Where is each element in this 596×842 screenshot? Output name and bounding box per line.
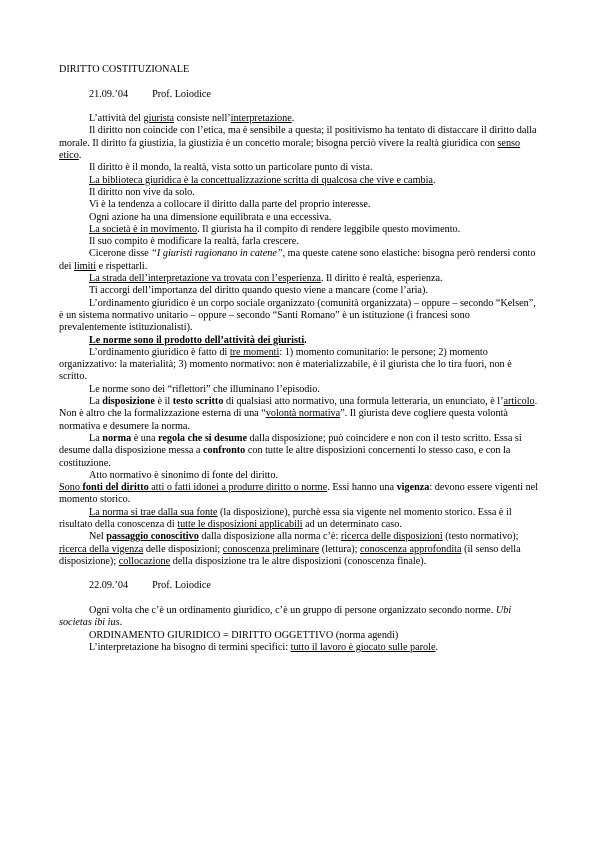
underlined-text: collocazione — [118, 555, 171, 567]
underlined-text: La biblioteca giuridica è la concettualizzazione scritta di qualcosa che vive e cambia — [89, 174, 433, 186]
text-run: dalla disposizione alla norma c’è: — [198, 531, 341, 543]
text-run: Il diritto non vive da solo. — [89, 186, 195, 198]
text-run: ad un determinato caso. — [302, 518, 402, 530]
text-run: L’ordinamento giuridico è fatto di — [89, 346, 230, 358]
paragraph — [59, 162, 539, 174]
bold-text: testo scritto — [172, 396, 224, 408]
underlined-text: senso etico — [59, 137, 521, 162]
document-page — [59, 64, 539, 654]
text-run: ORDINAMENTO GIURIDICO = DIRITTO OGGETTIVO (norma agendi) — [89, 629, 399, 641]
paragraph — [59, 531, 539, 568]
text-run: . — [78, 150, 82, 162]
bold-text: regola che si desume — [158, 432, 247, 444]
text-run: di qualsiasi atto normativo, una formula letteraria, un enunciato, è l’ — [223, 396, 504, 408]
underlined-text: ricerca delle disposizioni — [340, 531, 443, 543]
text-run: e rispettarli. — [96, 260, 148, 272]
spacer — [59, 76, 539, 88]
paragraph — [59, 273, 539, 285]
paragraph — [59, 199, 539, 211]
text-run: . Essi hanno una — [327, 482, 397, 494]
paragraph — [59, 212, 539, 224]
paragraph — [59, 187, 539, 199]
underlined-text: tutte le disposizioni applicabili — [177, 518, 303, 530]
underlined-text: tutto il lavoro è giocato sulle parole — [290, 641, 436, 653]
lesson-header-1 — [89, 89, 539, 101]
lesson-date: 22.09.’04 — [89, 580, 129, 592]
paragraph — [59, 285, 539, 297]
text-run: , ma queste catene sono elastiche: bisogna però rendersi conto dei — [59, 248, 536, 272]
text-run: La — [89, 432, 103, 444]
paragraph-fonti — [59, 482, 539, 507]
text-run: Nel — [89, 531, 107, 543]
paragraph — [59, 125, 539, 162]
text-run: L’ordinamento giuridico è un corpo sociale organizzato (comunità organizzata) – oppure – secondo “Kelsen”, è un sistema normativo unitario – oppure – secondo “Santi Romano” è un istituzione (i francesi sono prevalentemente istituzionalisti). — [59, 297, 536, 334]
text-run: : devono essere vigenti nel momento storico. — [59, 482, 539, 506]
underlined-text: Le norme sono il prodotto dell’attività dei giuristi — [89, 334, 305, 346]
lesson-1-paragraphs-2 — [59, 507, 539, 568]
paragraph — [59, 347, 539, 384]
underlined-text: passaggio conoscitivo — [106, 531, 199, 543]
text-run: delle disposizioni; — [143, 543, 223, 555]
italic-text: “I giuristi ragionano in catene” — [151, 248, 283, 260]
text-run: . — [291, 113, 295, 125]
text-run: dalla disposizione; può coincidere e non con il testo scritto. Essa si desume dalla disposizione messa a — [59, 432, 522, 457]
text-run: . Il diritto è realtà, esperienza. — [320, 273, 443, 285]
bold-text: vigenza — [396, 482, 430, 494]
text-run: L’interpretazione ha bisogno di termini specifici: — [89, 641, 291, 653]
underlined-text: volontà normativa — [265, 408, 341, 420]
underlined-text: articolo — [503, 396, 535, 408]
paragraph — [59, 298, 539, 335]
spacer — [59, 101, 539, 113]
underlined-text: La norma si trae dalla sua fonte — [89, 506, 218, 518]
text-run: della disposizione tra le altre disposizioni (conoscenza finale). — [170, 555, 427, 567]
paragraph — [59, 433, 539, 470]
lesson-1-paragraphs — [59, 113, 539, 482]
text-run: . Il giurista ha il compito di rendere leggibile questo movimento. — [197, 223, 461, 235]
text-run: con tutte le altre disposizioni concernenti lo stesso caso, e con la costituzione. — [59, 445, 511, 469]
text-run: (il senso della disposizione); — [59, 543, 521, 567]
document-title: DIRITTO COSTITUZIONALE — [59, 64, 190, 75]
paragraph — [59, 605, 539, 630]
underlined-text: atti o fatti idonei a produrre diritto o norme — [148, 482, 328, 494]
text-run: Ogni volta che c’è un ordinamento giuridico, c’è un gruppo di persone organizzato secondo norme. — [89, 605, 496, 617]
underlined-text: giurista — [143, 113, 175, 125]
text-run: (la disposizione), purchè essa sia vigente nel momento storico. Essa è il risultato della conoscenza di — [59, 506, 512, 530]
underlined-text: conoscenza approfondita — [359, 543, 462, 555]
text-run: Le norme sono dei “riflettori” che illuminano l’episodio. — [89, 383, 320, 395]
italic-text: Ubi societas ibi ius — [59, 605, 512, 629]
text-run: Cicerone disse — [89, 248, 152, 260]
bold-text: confronto — [203, 445, 246, 457]
lesson-header-2 — [89, 580, 539, 592]
text-run: Vi è la tendenza a collocare il diritto dalla parte del proprio interesse. — [89, 199, 371, 211]
underlined-text: conoscenza preliminare — [222, 543, 320, 555]
paragraph — [59, 630, 539, 642]
bold-text: disposizione — [102, 396, 155, 408]
paragraph — [59, 384, 539, 396]
bold-text: . — [304, 334, 307, 346]
underlined-text: La società è in movimento — [89, 223, 198, 235]
paragraph — [59, 224, 539, 236]
paragraph — [59, 396, 539, 433]
text-run: ”. Il giurista deve cogliere questa volontà normativa e desumere la norma. — [59, 408, 508, 432]
text-run: Ogni azione ha una dimensione equilibrata e una eccessiva. — [89, 211, 332, 223]
text-run: Ti accorgi dell’importanza del diritto quando questo viene a mancare (come l’aria). — [89, 285, 428, 297]
text-run: L’attività del — [89, 113, 144, 125]
text-run: Atto normativo è sinonimo di fonte del diritto. — [89, 469, 279, 481]
text-run: . Non è altro che la formalizzazione esterna di una “ — [59, 396, 538, 420]
underlined-text: limiti — [74, 260, 97, 272]
text-run: è il — [154, 396, 173, 408]
lesson-professor: Prof. Loiodice — [152, 580, 211, 592]
paragraph — [59, 248, 539, 273]
paragraph — [59, 642, 539, 654]
text-run: La — [89, 396, 103, 408]
paragraph — [59, 113, 539, 125]
text-run: Il diritto è il mondo, la realtà, vista sotto un particolare punto di vista. — [89, 162, 373, 174]
underlined-text: La strada dell’interpretazione va trovata con l’esperienza — [89, 273, 321, 285]
text-run: (lettura); — [319, 543, 360, 555]
text-run: : 1) momento comunitario: le persone; 2) momento organizzativo: la materialità; 3) momento normativo: non è materializzabile, è il giurista che lo tira fuori, non è scritto. — [59, 346, 512, 383]
underlined-text: tre momenti — [229, 346, 280, 358]
text-run: . — [119, 617, 123, 629]
paragraph — [59, 175, 539, 187]
text-run: è una — [131, 432, 159, 444]
text-run: . — [432, 174, 436, 186]
text-run: (testo normativo); — [442, 531, 519, 543]
paragraph — [59, 470, 539, 482]
underlined-text: ricerca della vigenza — [59, 543, 144, 555]
lesson-2-paragraphs — [59, 605, 539, 654]
underlined-text: fonti del diritto — [82, 482, 149, 494]
text-run: Il suo compito è modificare la realtà, farla crescere. — [89, 236, 299, 248]
lesson-professor: Prof. Loiodice — [152, 88, 211, 100]
paragraph — [59, 236, 539, 248]
text-run: Il diritto non coincide con l’etica, ma è sensibile a questa; il positivismo ha tentato di distaccare il diritto dalla morale. Il diritto fa giustizia, la giustizia è un concetto morale; bisogna perciò vivere la realtà giuridica con — [59, 125, 537, 149]
underlined-text: interpretazione — [230, 113, 292, 125]
spacer — [59, 568, 539, 580]
lesson-1-body — [59, 113, 539, 568]
spacer — [59, 593, 539, 605]
underlined-text: Sono — [59, 482, 83, 494]
lesson-date: 21.09.’04 — [89, 88, 129, 100]
paragraph — [59, 507, 539, 532]
paragraph — [59, 335, 539, 347]
text-run: consiste nell’ — [174, 113, 231, 125]
bold-text: norma — [102, 432, 132, 444]
text-run: . — [435, 641, 439, 653]
